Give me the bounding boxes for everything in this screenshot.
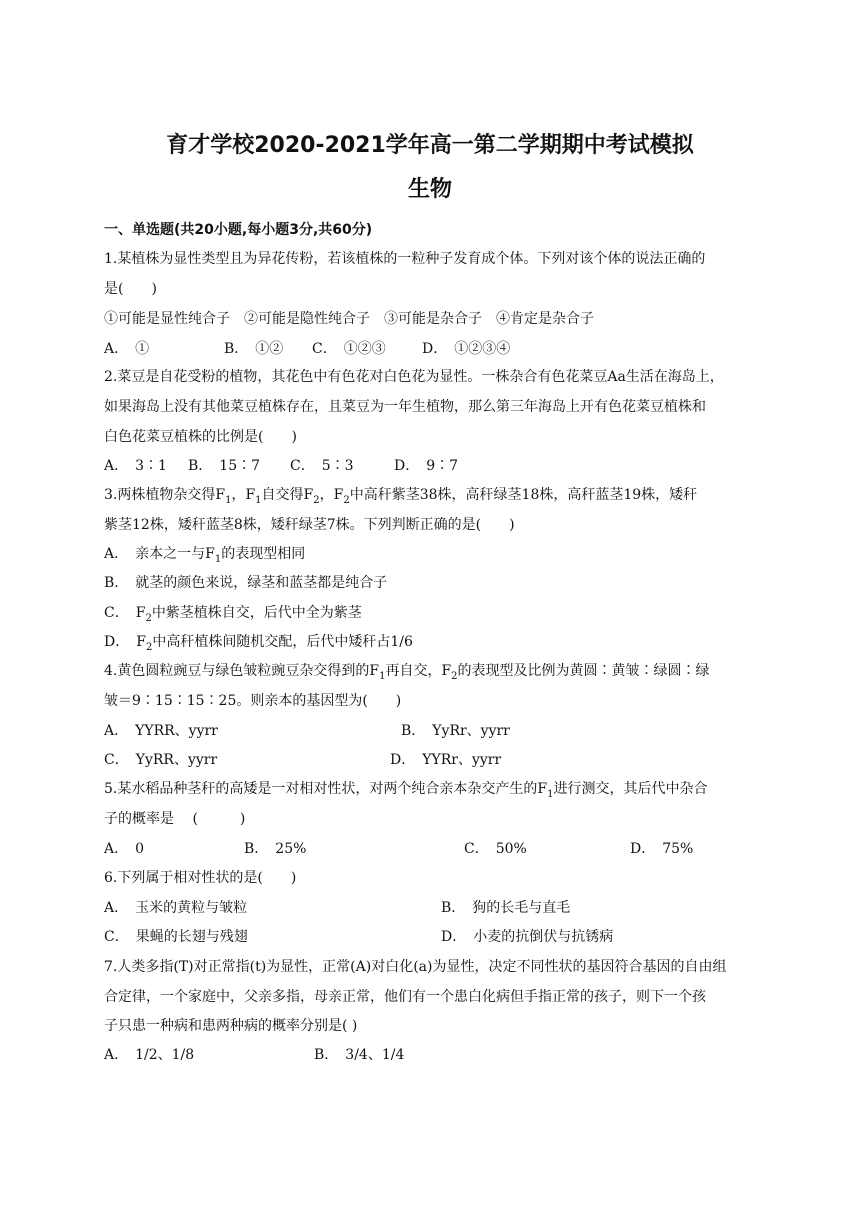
q3-option-a[interactable]: A． 亲本之一与$F_1$的表现型相同 [104,546,306,565]
section-heading: 一、单选题(共20小题,每小题3分,共60分) [104,222,373,238]
q1-stem-line1: 1.某植株为显性类型且为异花传粉，若该植株的一粒种子发育成个体。下列对该个体的说法正确的 [104,251,706,267]
q2-stem-line2: 如果海岛上没有其他菜豆植株存在，且菜豆为一年生植物，那么第三年海岛上开有色花菜豆植株和 [104,399,706,415]
exam-title: 育才学校2020-2021学年高一第二学期期中考试模拟 [166,133,694,158]
q3-option-c[interactable]: C． $F_2$中紫茎植株自交，后代中全为紫茎 [104,605,362,624]
q4-stem-line1: 4.黄色圆粒豌豆与绿色皱粒豌豆杂交得到的$F_1$再自交，$F_2$的表现型及比例为黄圆∶黄皱∶绿圆∶绿 [104,663,710,682]
q1-option-a[interactable]: A． ① [104,341,150,357]
q5-option-a[interactable]: A． 0 [104,841,145,857]
q2-stem-line1: 2.菜豆是自花受粉的植物，其花色中有色花对白色花为显性。一株杂合有色花菜豆Aa生活在海岛上， [104,369,724,385]
q7-stem-line2: 合定律，一个家庭中，父亲多指，母亲正常，他们有一个患白化病但手指正常的孩子，则下一个孩 [104,989,706,1005]
q4-option-d[interactable]: D． YYRr、yyrr [390,752,502,768]
q2-option-b[interactable]: B． 15∶7 [188,458,261,474]
q5-option-d[interactable]: D． 75% [630,841,694,857]
exam-subject: 生物 [407,177,452,202]
q6-option-c[interactable]: C． 果蝇的长翅与残翅 [104,929,248,945]
q7-stem-line3: 子只患一种病和患两种病的概率分别是( ) [104,1018,358,1034]
q4-option-b[interactable]: B． YyRr、yyrr [401,723,510,739]
q4-option-c[interactable]: C． YyRR、yyrr [104,752,218,768]
q7-stem-line1: 7.人类多指(T)对正常指(t)为显性，正常(A)对白化(a)为显性，决定不同性状的基因符合基因的自由组 [104,959,727,975]
q6-option-b[interactable]: B． 狗的长毛与直毛 [441,900,571,916]
q5-stem-line1: 5.某水稻品种茎秆的高矮是一对相对性状，对两个纯合亲本杂交产生的$F_1$进行测交，其后代中杂合 [104,781,708,800]
q6-option-a[interactable]: A． 玉米的黄粒与皱粒 [104,900,248,916]
q6-stem: 6.下列属于相对性状的是( ) [104,870,297,886]
q2-stem-line3: 白色花菜豆植株的比例是( ) [104,429,297,445]
q4-option-a[interactable]: A． YYRR、yyrr [104,723,218,739]
q3-option-d[interactable]: D． $F_2$中高秆植株间随机交配，后代中矮秆占1/6 [104,634,413,653]
q5-option-c[interactable]: C． 50% [464,841,527,857]
q2-option-c[interactable]: C． 5∶3 [290,458,354,474]
q1-stem-line2: 是( ) [104,281,157,297]
q1-statements: ①可能是显性纯合子 ②可能是隐性纯合子 ③可能是杂合子 ④肯定是杂合子 [104,311,594,327]
q7-option-a[interactable]: A． 1/2、1/8 [104,1047,195,1063]
q3-option-b[interactable]: B． 就茎的颜色来说，绿茎和蓝茎都是纯合子 [104,575,388,591]
q5-stem-line2: 子的概率是 ( ) [104,811,246,827]
q3-stem-line1: 3.两株植物杂交得$F_1$，$F_1$自交得$F_2$，$F_2$中高秆紫茎38株，高秆绿茎18株，高秆蓝茎19株，矮秆 [104,487,698,506]
q2-option-d[interactable]: D． 9∶7 [394,458,459,474]
q6-option-d[interactable]: D． 小麦的抗倒伏与抗锈病 [441,929,614,945]
q2-option-a[interactable]: A． 3∶1 [104,458,167,474]
q5-option-b[interactable]: B． 25% [244,841,307,857]
q7-option-b[interactable]: B． 3/4、1/4 [314,1047,405,1063]
q3-stem-line2: 紫茎12株，矮秆蓝茎8株，矮秆绿茎7株。下列判断正确的是( ) [104,517,515,533]
q1-option-d[interactable]: D． ①②③④ [422,341,511,357]
q4-stem-line2: 皱＝9∶15∶15∶25。则亲本的基因型为( ) [104,693,402,709]
q1-option-c[interactable]: C． ①②③ [312,341,386,357]
q1-option-b[interactable]: B． ①② [224,341,284,357]
